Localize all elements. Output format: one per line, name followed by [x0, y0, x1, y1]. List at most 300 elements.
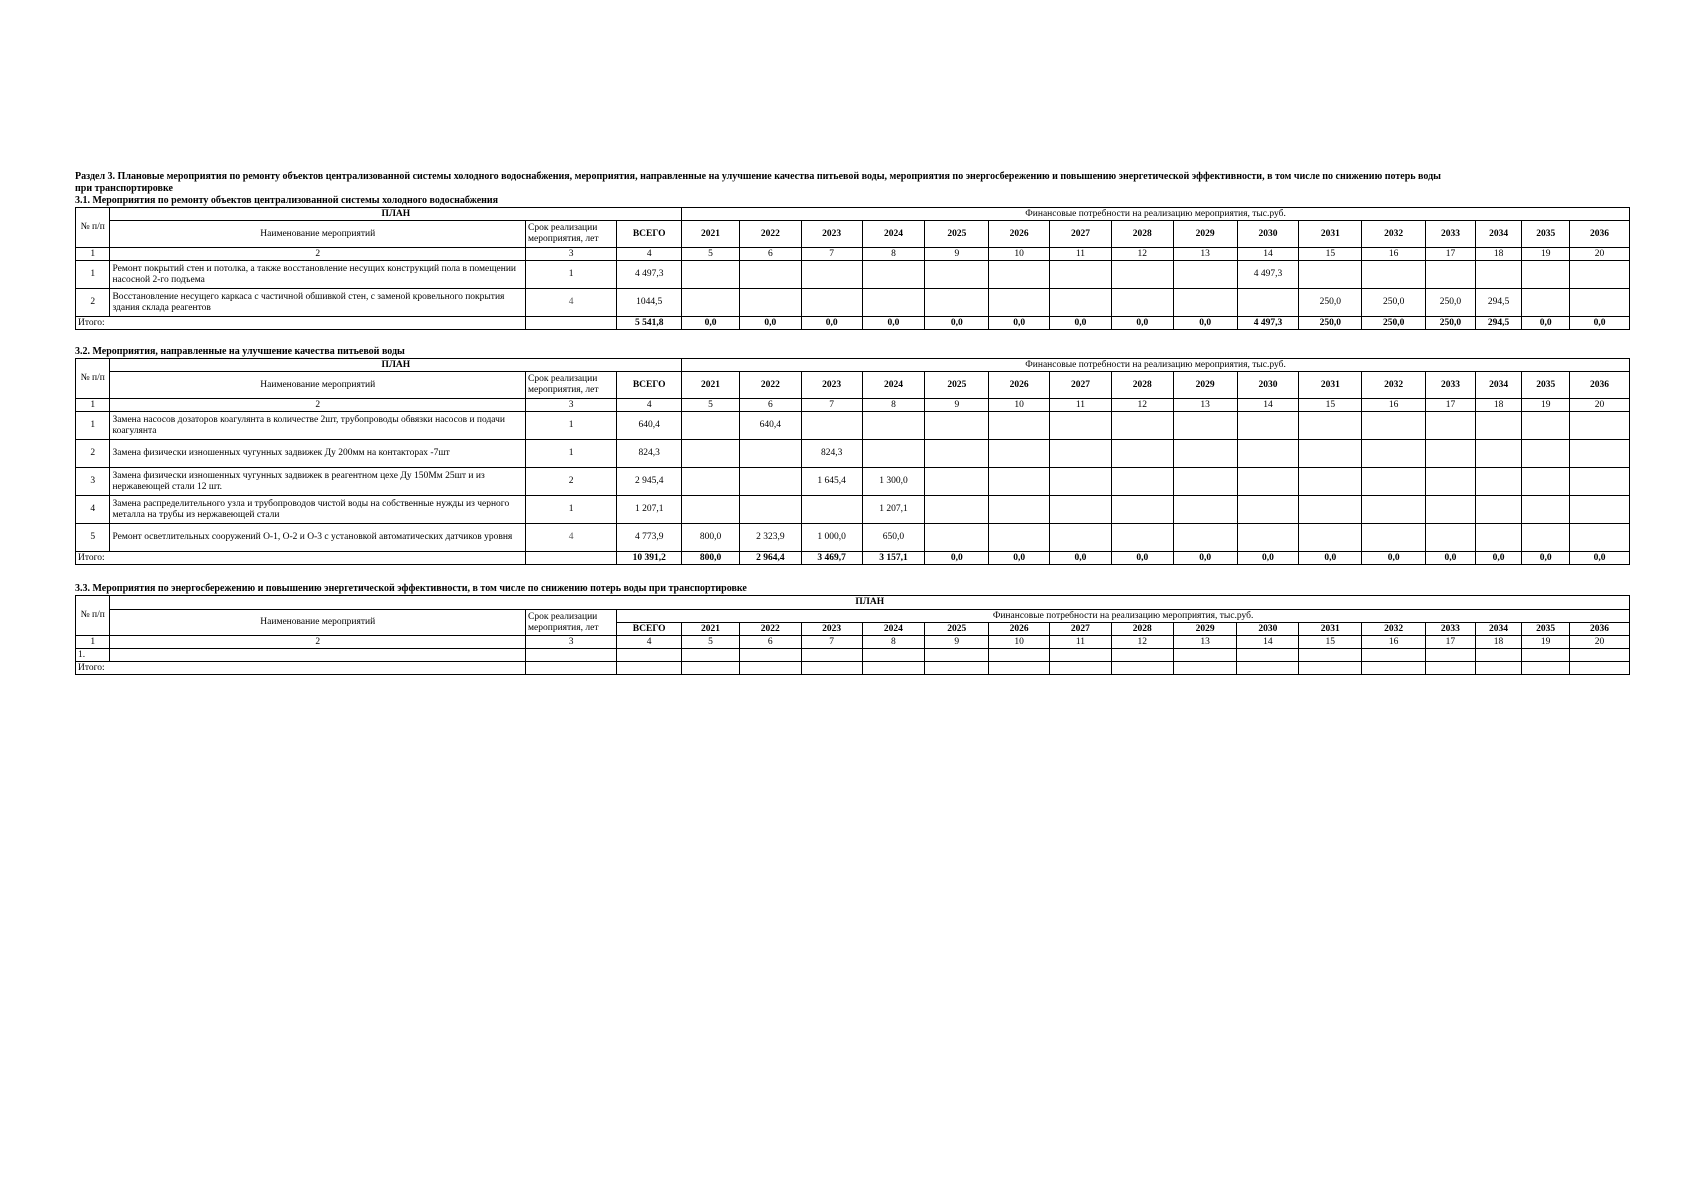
header-term: Срок реализации мероприятия, лет — [526, 610, 617, 636]
row-year-value: 1 300,0 — [862, 468, 925, 496]
header-year: 2021 — [682, 372, 740, 399]
row-year-value — [862, 289, 925, 317]
column-number: 8 — [862, 399, 925, 412]
totals-year-value: 0,0 — [1475, 552, 1522, 565]
row-year-value — [1111, 412, 1173, 440]
row-year-value: 250,0 — [1362, 289, 1426, 317]
table-row — [76, 261, 1630, 289]
header-year: 2035 — [1522, 221, 1570, 248]
column-number: 5 — [682, 636, 740, 649]
header-row-plan — [76, 359, 1630, 372]
totals-year-value: 0,0 — [1426, 552, 1476, 565]
header-year: 2023 — [801, 221, 862, 248]
column-number: 20 — [1570, 248, 1630, 261]
row-year-value — [1299, 412, 1362, 440]
table-cell — [1425, 649, 1475, 662]
row-total: 640,4 — [617, 412, 682, 440]
row-year-value — [1111, 468, 1173, 496]
table-cell — [1049, 649, 1111, 662]
table-cell — [801, 662, 862, 675]
table-cell — [682, 649, 740, 662]
column-number: 2 — [110, 636, 526, 649]
row-term: 4 — [526, 289, 617, 317]
column-number: 4 — [617, 248, 682, 261]
row-number: 1 — [76, 261, 110, 289]
totals-year-value: 4 497,3 — [1237, 317, 1299, 330]
column-number: 10 — [989, 399, 1050, 412]
header-num: № п/п — [76, 596, 110, 636]
column-number: 14 — [1237, 636, 1299, 649]
row-year-value — [1173, 468, 1237, 496]
table-cell — [1299, 662, 1362, 675]
row-name: Восстановление несущего каркаса с частичной обшивкой стен, с заменой кровельного покрытия здания склада реагентов — [110, 289, 526, 317]
row-year-value — [1050, 496, 1112, 524]
header-year: 2021 — [682, 221, 740, 248]
column-number: 9 — [925, 399, 989, 412]
header-year: 2035 — [1522, 623, 1570, 636]
table-cell — [1299, 649, 1362, 662]
header-year: 2033 — [1426, 372, 1476, 399]
row-year-value — [1299, 524, 1362, 552]
row-year-value — [682, 412, 740, 440]
column-number: 19 — [1522, 399, 1570, 412]
totals-row — [76, 317, 1630, 330]
header-year: 2023 — [801, 623, 862, 636]
header-year: 2030 — [1237, 372, 1299, 399]
row-total: 2 945,4 — [617, 468, 682, 496]
row-year-value — [1173, 496, 1237, 524]
row-year-value — [1475, 468, 1522, 496]
row-term: 1 — [526, 496, 617, 524]
column-number: 3 — [526, 399, 617, 412]
table-row — [76, 440, 1630, 468]
totals-label: Итого: — [76, 317, 526, 330]
column-number: 19 — [1522, 636, 1570, 649]
header-row-term — [76, 610, 1630, 623]
header-year: 2024 — [862, 623, 925, 636]
header-year: 2024 — [862, 372, 925, 399]
column-number: 5 — [682, 399, 740, 412]
totals-year-value: 250,0 — [1426, 317, 1476, 330]
table-cell — [925, 662, 989, 675]
row-year-value — [925, 524, 989, 552]
row-year-value — [1475, 496, 1522, 524]
row-term: 4 — [526, 524, 617, 552]
column-number: 2 — [110, 399, 526, 412]
row-year-value — [1570, 412, 1630, 440]
row-year-value — [1173, 261, 1237, 289]
row-year-value — [1173, 412, 1237, 440]
row-year-value — [682, 468, 740, 496]
totals-label: Итого: — [76, 552, 526, 565]
row-year-value — [1111, 524, 1173, 552]
column-number: 15 — [1299, 636, 1362, 649]
column-number: 15 — [1299, 399, 1362, 412]
row-year-value — [1050, 524, 1112, 552]
row-year-value — [1522, 468, 1570, 496]
row-year-value — [682, 289, 740, 317]
row-number: 1 — [76, 412, 110, 440]
column-number: 6 — [739, 248, 801, 261]
row-year-value — [925, 412, 989, 440]
row-name: Замена насосов дозаторов коагулянта в количестве 2шт, трубопроводы обвязки насосов и подачи коагулянта — [110, 412, 526, 440]
row-year-value — [925, 261, 989, 289]
row-year-value — [1111, 289, 1173, 317]
row-year-value — [801, 496, 862, 524]
column-number: 20 — [1570, 399, 1630, 412]
totals-year-value: 0,0 — [1522, 317, 1570, 330]
header-num: № п/п — [76, 208, 110, 248]
column-number: 7 — [801, 399, 862, 412]
row-name: Замена распределительного узла и трубопроводов чистой воды на собственные нужды из черного металла на трубы из нержавеющей стали — [110, 496, 526, 524]
table-cell — [1475, 649, 1522, 662]
header-year: 2022 — [739, 623, 801, 636]
table-cell — [1237, 649, 1299, 662]
row-year-value — [989, 496, 1050, 524]
row-year-value — [739, 289, 801, 317]
header-name: Наименование мероприятий — [110, 372, 526, 399]
column-number: 6 — [739, 399, 801, 412]
table-cell — [862, 662, 925, 675]
column-number: 3 — [526, 248, 617, 261]
row-name: Замена физически изношенных чугунных задвижек Ду 200мм на контакторах -7шт — [110, 440, 526, 468]
header-plan: ПЛАН — [110, 596, 1630, 610]
row-year-value — [1237, 289, 1299, 317]
row-year-value — [682, 261, 740, 289]
table-cell — [1569, 649, 1629, 662]
row-year-value — [1362, 440, 1426, 468]
table-row — [76, 649, 1630, 662]
row-year-value — [1522, 496, 1570, 524]
header-year: 2027 — [1049, 623, 1111, 636]
header-term: Срок реализации мероприятия, лет — [526, 221, 617, 248]
row-year-value — [989, 289, 1050, 317]
row-year-value — [925, 440, 989, 468]
row-year-value: 640,4 — [739, 412, 801, 440]
totals-year-value: 0,0 — [1111, 552, 1173, 565]
totals-year-value: 250,0 — [1362, 317, 1426, 330]
row-year-value — [925, 468, 989, 496]
column-number: 5 — [682, 248, 740, 261]
header-year: 2025 — [925, 372, 989, 399]
header-total: ВСЕГО — [617, 623, 682, 636]
totals-year-value: 0,0 — [1050, 317, 1112, 330]
row-number: 5 — [76, 524, 110, 552]
row-year-value — [1522, 261, 1570, 289]
table-cell — [526, 662, 617, 675]
header-year: 2030 — [1237, 221, 1299, 248]
row-year-value — [1475, 440, 1522, 468]
row-total: 4 497,3 — [617, 261, 682, 289]
totals-year-value: 800,0 — [682, 552, 740, 565]
row-year-value — [1475, 261, 1522, 289]
row-year-value — [925, 289, 989, 317]
column-number: 10 — [989, 248, 1050, 261]
totals-year-value: 0,0 — [1570, 317, 1630, 330]
row-year-value — [1299, 440, 1362, 468]
section1-table — [75, 207, 1630, 330]
header-year: 2022 — [739, 372, 801, 399]
table-cell — [1569, 662, 1629, 675]
totals-year-value: 0,0 — [801, 317, 862, 330]
header-year: 2024 — [862, 221, 925, 248]
section1-heading: 3.1. Мероприятия по ремонту объектов централизованной системы холодного водоснабжения — [75, 195, 499, 206]
header-year: 2029 — [1173, 623, 1237, 636]
column-number: 3 — [526, 636, 617, 649]
row-year-value — [1475, 524, 1522, 552]
totals-year-value: 0,0 — [862, 317, 925, 330]
header-year: 2032 — [1362, 372, 1426, 399]
header-name: Наименование мероприятий — [110, 610, 526, 636]
table-cell — [1173, 662, 1237, 675]
totals-year-value: 294,5 — [1475, 317, 1522, 330]
totals-label: Итого: — [76, 662, 526, 675]
row-year-value — [1050, 289, 1112, 317]
row-year-value: 294,5 — [1475, 289, 1522, 317]
table-cell — [1111, 662, 1173, 675]
header-year: 2031 — [1299, 372, 1362, 399]
row-total: 4 773,9 — [617, 524, 682, 552]
document-page — [75, 171, 1630, 675]
row-year-value — [1426, 261, 1476, 289]
row-name: Ремонт осветлительных сооружений О-1, О-2 и О-3 с установкой автоматических датчиков уровня — [110, 524, 526, 552]
column-number: 1 — [76, 248, 110, 261]
row-year-value — [1299, 261, 1362, 289]
header-finance: Финансовые потребности на реализацию мероприятия, тыс.руб. — [682, 208, 1630, 221]
column-number: 16 — [1362, 248, 1426, 261]
header-year: 2032 — [1362, 221, 1426, 248]
row-year-value: 824,3 — [801, 440, 862, 468]
column-number: 7 — [801, 636, 862, 649]
totals-total: 5 541,8 — [617, 317, 682, 330]
header-finance: Финансовые потребности на реализацию мероприятия, тыс.руб. — [682, 359, 1630, 372]
header-year: 2033 — [1425, 623, 1475, 636]
row-year-value — [1237, 524, 1299, 552]
header-year: 2025 — [925, 623, 989, 636]
table-cell — [1111, 649, 1173, 662]
header-year: 2033 — [1426, 221, 1476, 248]
header-year: 2025 — [925, 221, 989, 248]
column-number: 1 — [76, 399, 110, 412]
row-year-value — [739, 440, 801, 468]
row-year-value — [1050, 440, 1112, 468]
section3-heading: 3.3. Мероприятия по энергосбережению и повышению энергетической эффективности, в том числе по снижению потерь воды при транспортировке — [75, 583, 747, 594]
column-number: 19 — [1522, 248, 1570, 261]
column-number: 18 — [1475, 248, 1522, 261]
document-title-line1: Раздел 3. Плановые мероприятия по ремонту объектов централизованной системы холодного водоснабжения, мероприятия, направленные на улучшение качества питьевой воды, мероприятия по энергосбережению и повышению энергетической эффективности, в том числе по снижению потерь воды — [75, 171, 1441, 182]
column-number: 17 — [1426, 399, 1476, 412]
row-name: Замена физически изношенных чугунных задвижек в реагентном цехе Ду 150Мм 25шт и из нержавеющей стали 12 шт. — [110, 468, 526, 496]
totals-year-value: 3 469,7 — [801, 552, 862, 565]
table-cell — [1173, 649, 1237, 662]
column-number: 20 — [1569, 636, 1629, 649]
row-year-value — [1299, 468, 1362, 496]
table-row — [76, 289, 1630, 317]
table-row — [76, 412, 1630, 440]
row-number: 2 — [76, 289, 110, 317]
totals-year-value: 250,0 — [1299, 317, 1362, 330]
column-number: 12 — [1111, 248, 1173, 261]
header-year: 2028 — [1111, 372, 1173, 399]
totals-year-value: 0,0 — [739, 317, 801, 330]
table-row — [76, 524, 1630, 552]
header-year: 2034 — [1475, 372, 1522, 399]
totals-year-value: 0,0 — [1362, 552, 1426, 565]
row-total: 824,3 — [617, 440, 682, 468]
table-cell — [1475, 662, 1522, 675]
column-number: 8 — [862, 248, 925, 261]
column-number: 8 — [862, 636, 925, 649]
totals-year-value: 0,0 — [1050, 552, 1112, 565]
header-total: ВСЕГО — [617, 372, 682, 399]
row-year-value: 2 323,9 — [739, 524, 801, 552]
header-year: 2036 — [1569, 623, 1629, 636]
row-year-value — [1522, 289, 1570, 317]
document-title-line2: при транспортировке — [75, 183, 173, 194]
table-cell — [989, 649, 1050, 662]
row-year-value — [1426, 412, 1476, 440]
header-name: Наименование мероприятий — [110, 221, 526, 248]
header-year: 2034 — [1475, 623, 1522, 636]
section3-table — [75, 595, 1630, 675]
header-year: 2032 — [1362, 623, 1426, 636]
row-year-value — [1570, 496, 1630, 524]
row-year-value — [1362, 496, 1426, 524]
totals-year-value: 0,0 — [925, 317, 989, 330]
row-year-value — [1050, 261, 1112, 289]
header-year: 2027 — [1050, 221, 1112, 248]
row-year-value — [925, 496, 989, 524]
header-year: 2028 — [1111, 623, 1173, 636]
header-row-columns — [76, 372, 1630, 399]
table-cell — [925, 649, 989, 662]
column-number: 14 — [1237, 248, 1299, 261]
column-number: 12 — [1111, 399, 1173, 412]
row-term: 1 — [526, 412, 617, 440]
header-plan: ПЛАН — [110, 208, 682, 221]
table-cell — [1362, 649, 1426, 662]
row-year-value — [739, 468, 801, 496]
column-number: 11 — [1050, 248, 1112, 261]
row-year-value — [1522, 524, 1570, 552]
header-row-plan — [76, 208, 1630, 221]
column-number: 9 — [925, 248, 989, 261]
totals-year-value: 0,0 — [1570, 552, 1630, 565]
row-year-value — [1237, 412, 1299, 440]
header-finance: Финансовые потребности на реализацию мероприятия, тыс.руб. — [617, 610, 1630, 623]
totals-year-value: 0,0 — [989, 317, 1050, 330]
header-year: 2026 — [989, 221, 1050, 248]
row-year-value: 1 207,1 — [862, 496, 925, 524]
header-year: 2029 — [1173, 372, 1237, 399]
row-year-value — [1362, 261, 1426, 289]
column-number: 17 — [1426, 248, 1476, 261]
column-number: 13 — [1173, 636, 1237, 649]
row-year-value — [1111, 261, 1173, 289]
header-year: 2036 — [1570, 372, 1630, 399]
row-year-value — [989, 412, 1050, 440]
totals-year-value: 0,0 — [1173, 552, 1237, 565]
row-year-value — [682, 440, 740, 468]
row-year-value — [989, 261, 1050, 289]
row-year-value — [1522, 412, 1570, 440]
column-number-row — [76, 399, 1630, 412]
totals-year-value: 3 157,1 — [862, 552, 925, 565]
row-year-value: 800,0 — [682, 524, 740, 552]
row-number: 4 — [76, 496, 110, 524]
header-year: 2027 — [1050, 372, 1112, 399]
column-number: 16 — [1362, 636, 1426, 649]
header-year: 2026 — [989, 623, 1050, 636]
table-cell — [682, 662, 740, 675]
row-year-value — [989, 468, 1050, 496]
document-title — [75, 171, 1630, 195]
row-year-value — [1475, 412, 1522, 440]
column-number: 4 — [617, 399, 682, 412]
row-year-value: 250,0 — [1426, 289, 1476, 317]
row-year-value — [862, 261, 925, 289]
row-year-value — [801, 412, 862, 440]
table-cell — [110, 649, 526, 662]
row-term: 1 — [526, 261, 617, 289]
totals-term — [526, 552, 617, 565]
row-year-value — [1237, 496, 1299, 524]
row-year-value — [1426, 440, 1476, 468]
row-year-value — [989, 440, 1050, 468]
row-year-value: 1 645,4 — [801, 468, 862, 496]
table-cell — [739, 662, 801, 675]
row-term: 2 — [526, 468, 617, 496]
table-cell — [1425, 662, 1475, 675]
header-num: № п/п — [76, 359, 110, 399]
column-number: 6 — [739, 636, 801, 649]
column-number: 10 — [989, 636, 1050, 649]
column-number: 13 — [1173, 399, 1237, 412]
column-number: 14 — [1237, 399, 1299, 412]
row-year-value: 250,0 — [1299, 289, 1362, 317]
header-plan: ПЛАН — [110, 359, 682, 372]
header-year: 2031 — [1299, 221, 1362, 248]
table-cell — [526, 649, 617, 662]
totals-year-value: 0,0 — [925, 552, 989, 565]
totals-year-value: 2 964,4 — [739, 552, 801, 565]
header-year: 2023 — [801, 372, 862, 399]
header-term: Срок реализации мероприятия, лет — [526, 372, 617, 399]
table-cell — [989, 662, 1050, 675]
row-number: 2 — [76, 440, 110, 468]
totals-term — [526, 317, 617, 330]
row-year-value — [1426, 468, 1476, 496]
row-year-value — [1050, 468, 1112, 496]
section2-table — [75, 358, 1630, 565]
column-number: 7 — [801, 248, 862, 261]
row-year-value — [989, 524, 1050, 552]
table-cell — [1237, 662, 1299, 675]
header-year: 2035 — [1522, 372, 1570, 399]
row-year-value — [1173, 524, 1237, 552]
header-year: 2022 — [739, 221, 801, 248]
table-cell — [801, 649, 862, 662]
totals-year-value: 0,0 — [1173, 317, 1237, 330]
table-cell — [1522, 649, 1570, 662]
row-number: 1. — [76, 649, 110, 662]
row-year-value — [862, 412, 925, 440]
row-year-value — [1237, 440, 1299, 468]
table-row — [76, 496, 1630, 524]
row-year-value — [1426, 524, 1476, 552]
column-number: 9 — [925, 636, 989, 649]
section2-heading: 3.2. Мероприятия, направленные на улучшение качества питьевой воды — [75, 346, 405, 357]
